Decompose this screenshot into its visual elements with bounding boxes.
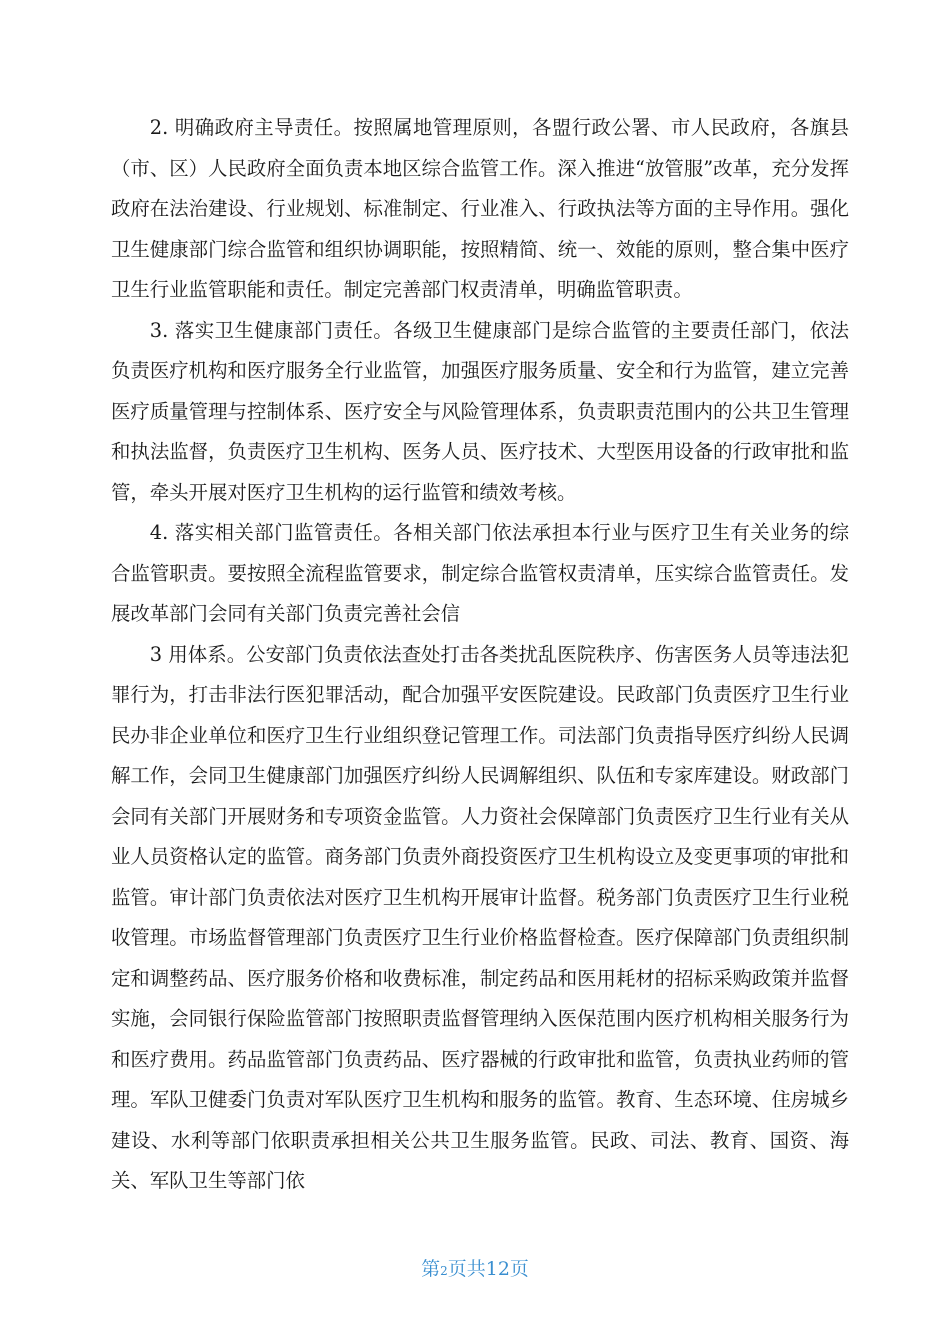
paragraph-5: 3 用体系。公安部门负责依法查处打击各类扰乱医院秩序、伤害医务人员等违法犯罪行为，打击非法行医犯罪活动，配合加强平安医院建设。民政部门负责医疗卫生行业民办非企业单位和医疗卫生行业组织登记管理工作。司法部门负责指导医疗纠纷人民调解工作，会同卫生健康部门加强医疗纠纷人民调解组织、队伍和专家库建设。财政部门会同有关部门开展财务和专项资金监管。人力资社会保障部门负责医疗卫生行业有关从业人员资格认定的监管。商务部门负责外商投资医疗卫生机构设立及变更事项的审批和监管。审计部门负责依法对医疗卫生机构开展审计监督。税务部门负责医疗卫生行业税收管理。市场监督管理部门负责医疗卫生行业价格监督检查。医疗保障部门负责组织制定和调整药品、医疗服务价格和收费标准，制定药品和医用耗材的招标采购政策并监督实施，会同银行保险监管部门按照职责监督管理纳入医保范围内医疗机构相关服务行为和医疗费用。药品监管部门负责药品、医疗器械的行政审批和监管，负责执业药师的管理。军队卫健委门负责对军队医疗卫生机构和服务的监管。教育、生态环境、住房城乡建设、水利等部门依职责承担相关公共卫生服务监管。民政、司法、教育、国资、海关、军队卫生等部门依 bbox=[111, 642, 849, 1192]
document-body bbox=[111, 108, 849, 1202]
footer-middle: 页共 bbox=[447, 1258, 486, 1280]
paragraph-2: 2. 明确政府主导责任。按照属地管理原则，各盟行政公署、市人民政府，各旗县（市、区）人民政府全面负责本地区综合监管工作。深入推进“放管服”改革，充分发挥政府在法治建设、行业规划、标准制定、行业准入、行政执法等方面的主导作用。强化卫生健康部门综合监管和组织协调职能，按照精简、统一、效能的原则，整合集中医疗卫生行业监管职能和责任。制定完善部门权责清单，明确监管职责。 bbox=[111, 116, 849, 301]
footer-suffix: 页 bbox=[509, 1258, 529, 1280]
footer-prefix: 第 bbox=[421, 1258, 441, 1280]
page-footer bbox=[0, 1257, 950, 1283]
footer-total-pages: 12 bbox=[485, 1258, 510, 1280]
paragraph-4: 4. 落实相关部门监管责任。各相关部门依法承担本行业与医疗卫生有关业务的综合监管职责。要按照全流程监管要求，制定综合监管权责清单，压实综合监管责任。发展改革部门会同有关部门负责完善社会信 bbox=[111, 521, 849, 625]
paragraph-3: 3. 落实卫生健康部门责任。各级卫生健康部门是综合监管的主要责任部门，依法负责医疗机构和医疗服务全行业监管，加强医疗服务质量、安全和行为监管，建立完善医疗质量管理与控制体系、医疗安全与风险管理体系，负责职责范围内的公共卫生管理和执法监督，负责医疗卫生机构、医务人员、医疗技术、大型医用设备的行政审批和监管，牵头开展对医疗卫生机构的运行监管和绩效考核。 bbox=[111, 318, 849, 504]
footer-page-number: 2 bbox=[440, 1264, 448, 1278]
